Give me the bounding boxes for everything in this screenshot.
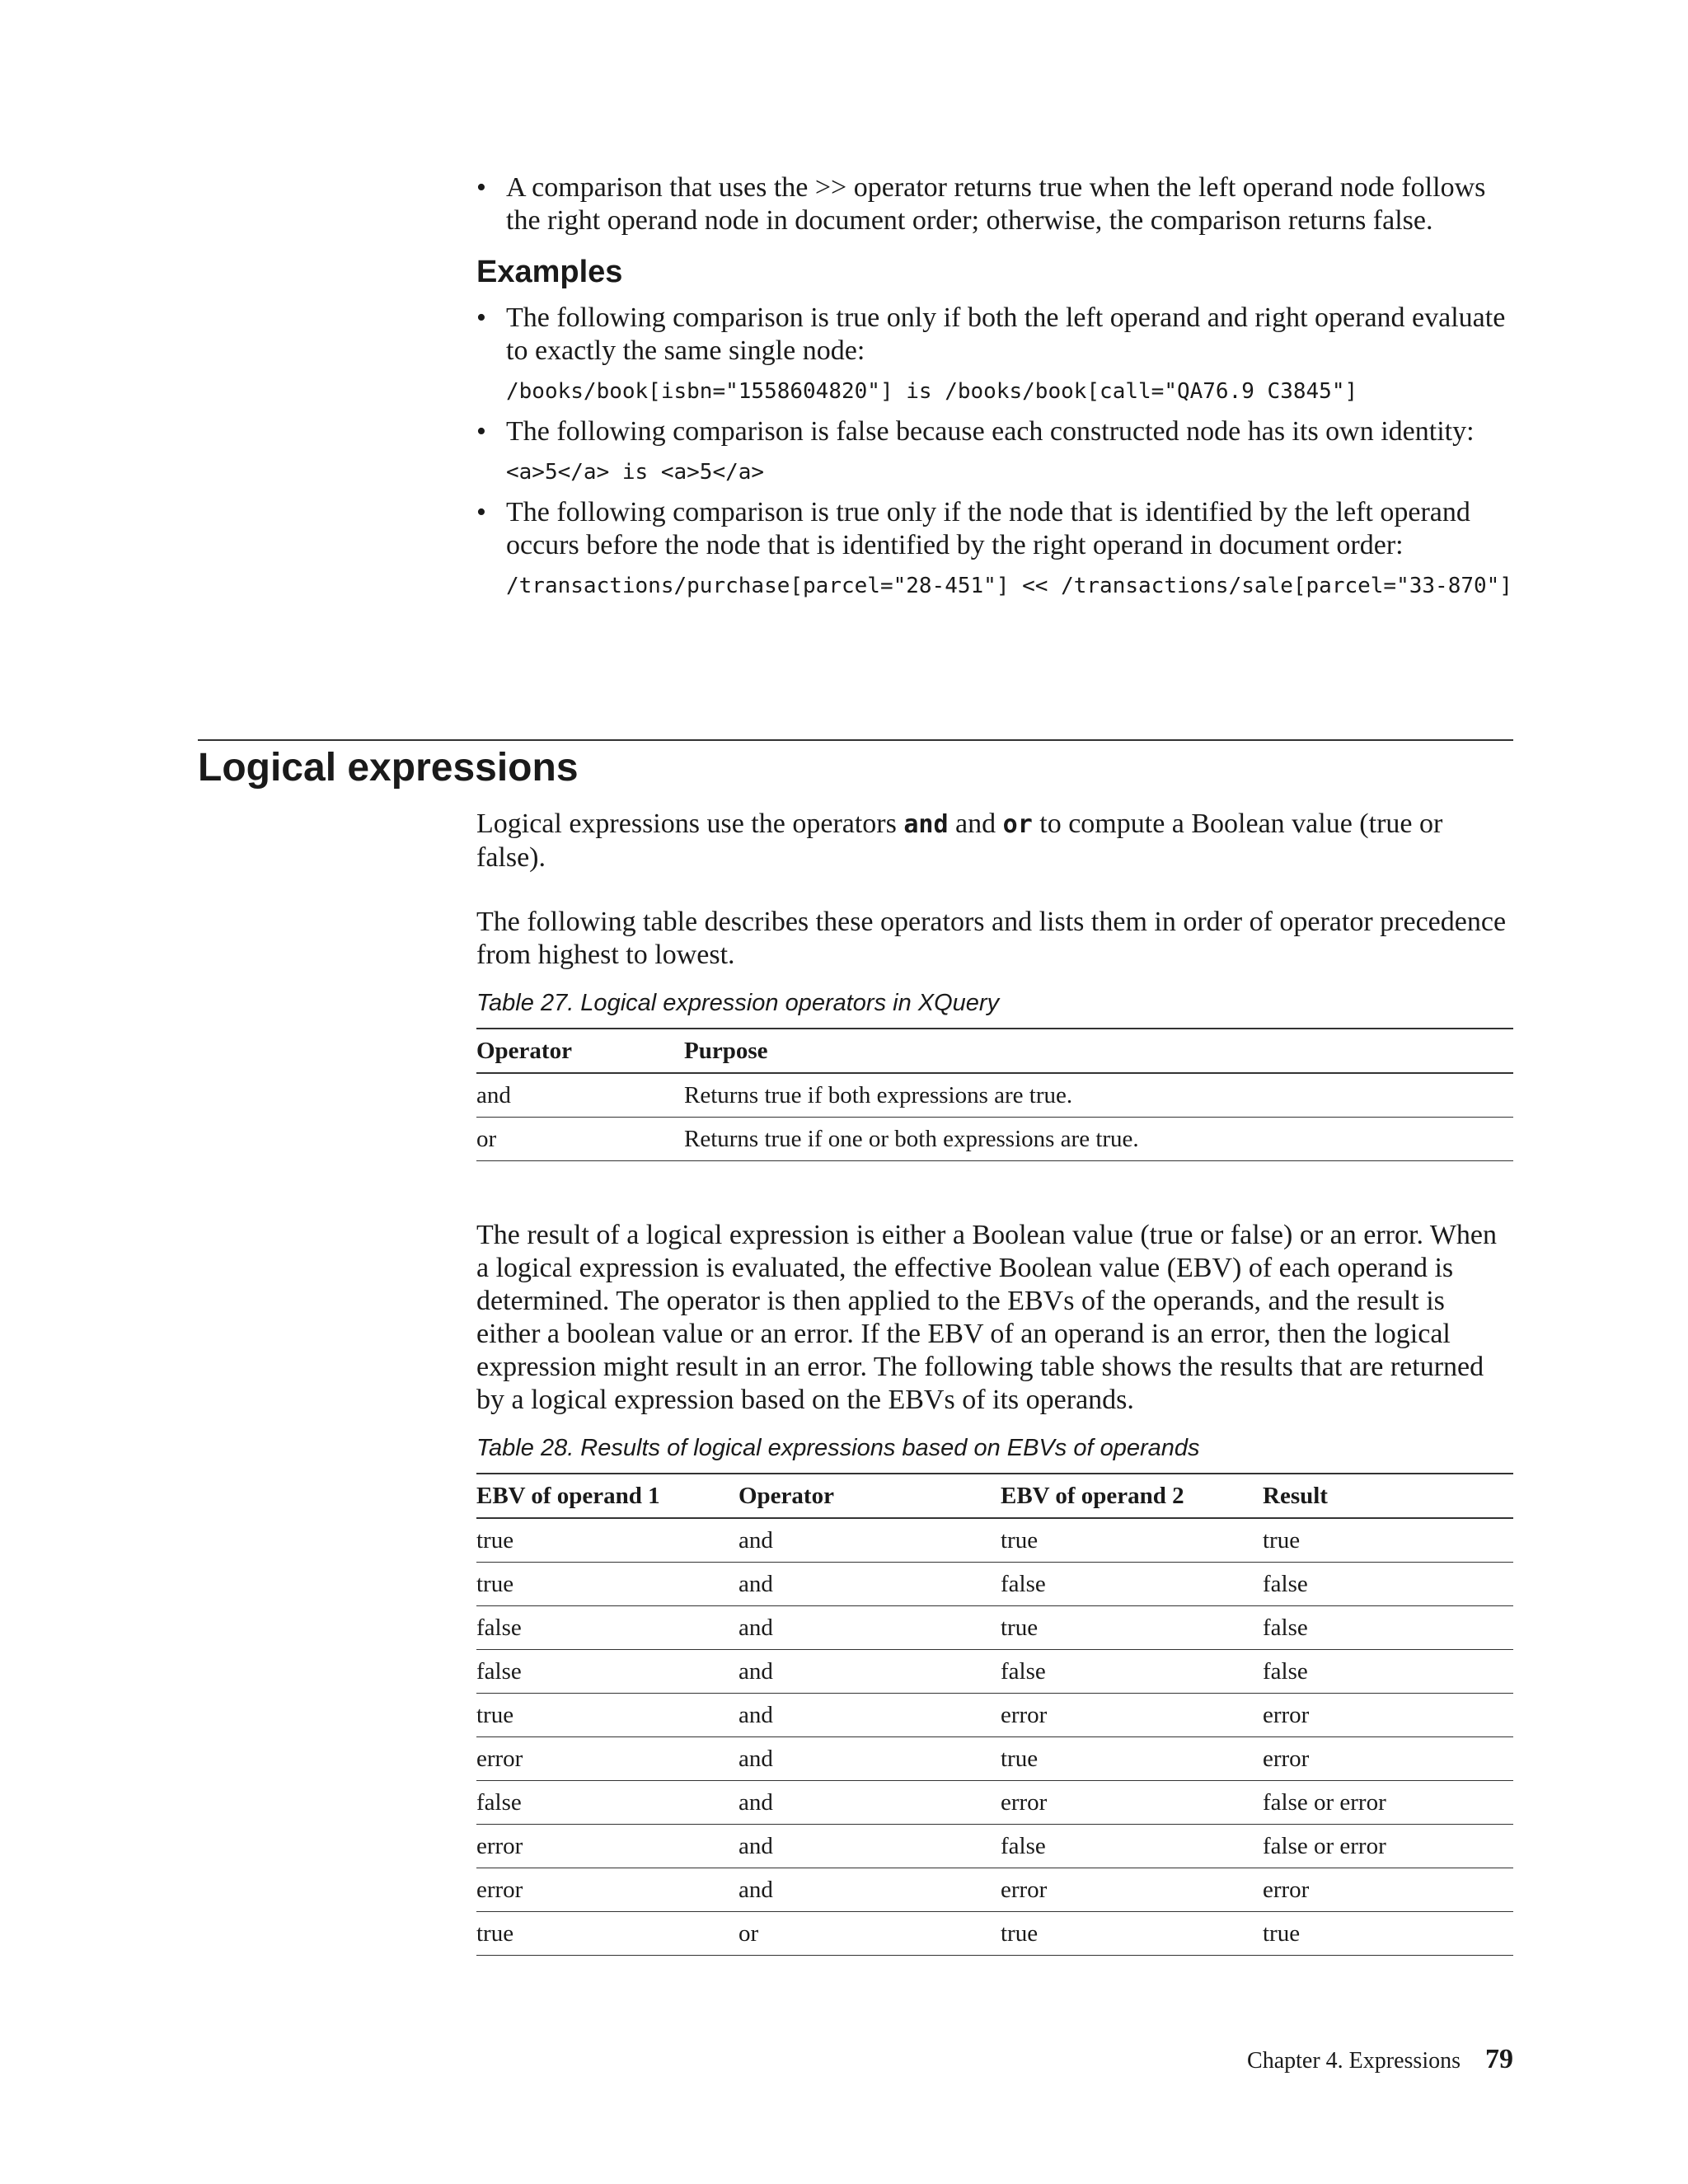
table-cell: false bbox=[476, 1606, 738, 1650]
section-content bbox=[476, 808, 1513, 1956]
bullet-doc-order bbox=[476, 171, 1513, 237]
bullet-mark: • bbox=[476, 497, 486, 527]
table-cell: and bbox=[738, 1563, 1001, 1606]
table-cell: false bbox=[1263, 1650, 1513, 1694]
table-cell: true bbox=[1001, 1606, 1263, 1650]
table-row bbox=[476, 1694, 1513, 1737]
table-cell: true bbox=[476, 1694, 738, 1737]
intro-text: Logical expressions use the operators bbox=[476, 808, 904, 839]
example-text: The following comparison is true only if the node that is identified by the left operand occurs before the node that is identified by the right operand in document order: bbox=[506, 497, 1470, 560]
example-code-2: <a>5</a> is <a>5</a> bbox=[506, 460, 765, 485]
table-cell: false or error bbox=[1263, 1781, 1513, 1825]
intro-paragraph bbox=[476, 808, 1513, 874]
column-header: EBV of operand 2 bbox=[1001, 1474, 1263, 1518]
table-cell: and bbox=[738, 1606, 1001, 1650]
table-cell: false bbox=[476, 1781, 738, 1825]
table-cell: true bbox=[1263, 1912, 1513, 1956]
operator-or: or bbox=[1002, 810, 1033, 839]
examples-heading: Examples bbox=[476, 255, 623, 289]
bullet-mark: • bbox=[476, 416, 486, 447]
table-cell: and bbox=[738, 1781, 1001, 1825]
precedence-paragraph: The following table describes these operators and lists them in order of operator precedence from highest to lowest. bbox=[476, 907, 1507, 970]
table-cell: error bbox=[476, 1825, 738, 1868]
example-text: The following comparison is false because each constructed node has its own identity: bbox=[506, 416, 1475, 447]
table-row bbox=[476, 1781, 1513, 1825]
page-number: 79 bbox=[1485, 2044, 1513, 2074]
upper-content bbox=[476, 171, 1513, 610]
table-row bbox=[476, 1563, 1513, 1606]
table-cell: and bbox=[738, 1868, 1001, 1912]
table-cell: and bbox=[738, 1825, 1001, 1868]
table-cell: error bbox=[1263, 1694, 1513, 1737]
table-row bbox=[476, 1737, 1513, 1781]
example-bullet-3 bbox=[476, 496, 1513, 562]
operator-and: and bbox=[903, 810, 949, 839]
table-cell: error bbox=[1001, 1868, 1263, 1912]
column-header: Operator bbox=[738, 1474, 1001, 1518]
table-cell: error bbox=[1263, 1868, 1513, 1912]
example-bullet-1 bbox=[476, 302, 1513, 368]
section-divider bbox=[198, 739, 1513, 741]
table28 bbox=[476, 1473, 1513, 1956]
table27 bbox=[476, 1028, 1513, 1161]
table-cell: and bbox=[738, 1694, 1001, 1737]
table-cell: error bbox=[1001, 1781, 1263, 1825]
table-cell: false or error bbox=[1263, 1825, 1513, 1868]
intro-text: to compute a Boolean value (true or false). bbox=[476, 808, 1443, 873]
table-cell: false bbox=[1001, 1650, 1263, 1694]
table-row bbox=[476, 1650, 1513, 1694]
table-cell: false bbox=[1263, 1563, 1513, 1606]
table-cell: true bbox=[1001, 1737, 1263, 1781]
table-cell: true bbox=[1001, 1518, 1263, 1563]
table-cell: true bbox=[476, 1912, 738, 1956]
bullet-mark: • bbox=[476, 172, 486, 203]
chapter-label: Chapter 4. Expressions bbox=[1247, 2048, 1461, 2074]
section-title: Logical expressions bbox=[198, 746, 579, 790]
column-header: EBV of operand 1 bbox=[476, 1474, 738, 1518]
table28-caption: Table 28. Results of logical expressions based on EBVs of operands bbox=[476, 1435, 1200, 1461]
example-code-1: /books/book[isbn="1558604820"] is /books/book[call="QA76.9 C3845"] bbox=[506, 379, 1358, 404]
table-cell: error bbox=[476, 1868, 738, 1912]
column-header: Result bbox=[1263, 1474, 1513, 1518]
table-cell: true bbox=[476, 1563, 738, 1606]
table-cell: error bbox=[476, 1737, 738, 1781]
table-cell: error bbox=[1263, 1737, 1513, 1781]
table-cell: and bbox=[738, 1737, 1001, 1781]
table-cell: or bbox=[738, 1912, 1001, 1956]
table-cell: and bbox=[738, 1650, 1001, 1694]
table-cell: false bbox=[1263, 1606, 1513, 1650]
table-row bbox=[476, 1825, 1513, 1868]
table-row bbox=[476, 1118, 1513, 1161]
table-cell: error bbox=[1001, 1694, 1263, 1737]
table-row bbox=[476, 1912, 1513, 1956]
table-header-row bbox=[476, 1474, 1513, 1518]
table-cell: false bbox=[1001, 1825, 1263, 1868]
table-header-row bbox=[476, 1029, 1513, 1073]
bullet-mark: • bbox=[476, 302, 486, 333]
column-header: Operator bbox=[476, 1029, 684, 1073]
table-row bbox=[476, 1073, 1513, 1118]
table-cell: true bbox=[476, 1518, 738, 1563]
table-row bbox=[476, 1606, 1513, 1650]
table-cell: true bbox=[1001, 1912, 1263, 1956]
ebv-paragraph: The result of a logical expression is either a Boolean value (true or false) or an error. When a logical expression is evaluated, the effective Boolean value (EBV) of each operand is determined. The operator is then applied to the EBVs of the operands, and the result is either a boolean value or an error. If the EBV of an operand is an error, then the logical expression might result in an error. The following table shows the results that are returned by a logical expression based on the EBVs of its operands. bbox=[476, 1220, 1498, 1415]
table27-caption: Table 27. Logical expression operators in XQuery bbox=[476, 990, 1000, 1016]
intro-text: and bbox=[948, 808, 1003, 839]
table-cell: and bbox=[738, 1518, 1001, 1563]
table-row bbox=[476, 1868, 1513, 1912]
table-cell: and bbox=[476, 1073, 684, 1118]
table-row bbox=[476, 1518, 1513, 1563]
table-cell: Returns true if one or both expressions are true. bbox=[684, 1118, 1513, 1161]
table-cell: or bbox=[476, 1118, 684, 1161]
example-code-3: /transactions/purchase[parcel="28-451"] << /transactions/sale[parcel="33-870"] bbox=[506, 574, 1512, 598]
example-bullet-2 bbox=[476, 415, 1513, 448]
table-cell: false bbox=[476, 1650, 738, 1694]
table-cell: Returns true if both expressions are true. bbox=[684, 1073, 1513, 1118]
table-cell: true bbox=[1263, 1518, 1513, 1563]
column-header: Purpose bbox=[684, 1029, 1513, 1073]
bullet-text: A comparison that uses the >> operator returns true when the left operand node follows the right operand node in document order; otherwise, the comparison returns false. bbox=[506, 172, 1486, 236]
table-cell: false bbox=[1001, 1563, 1263, 1606]
page-footer bbox=[1247, 2044, 1513, 2075]
example-text: The following comparison is true only if both the left operand and right operand evaluate to exactly the same single node: bbox=[506, 302, 1506, 366]
